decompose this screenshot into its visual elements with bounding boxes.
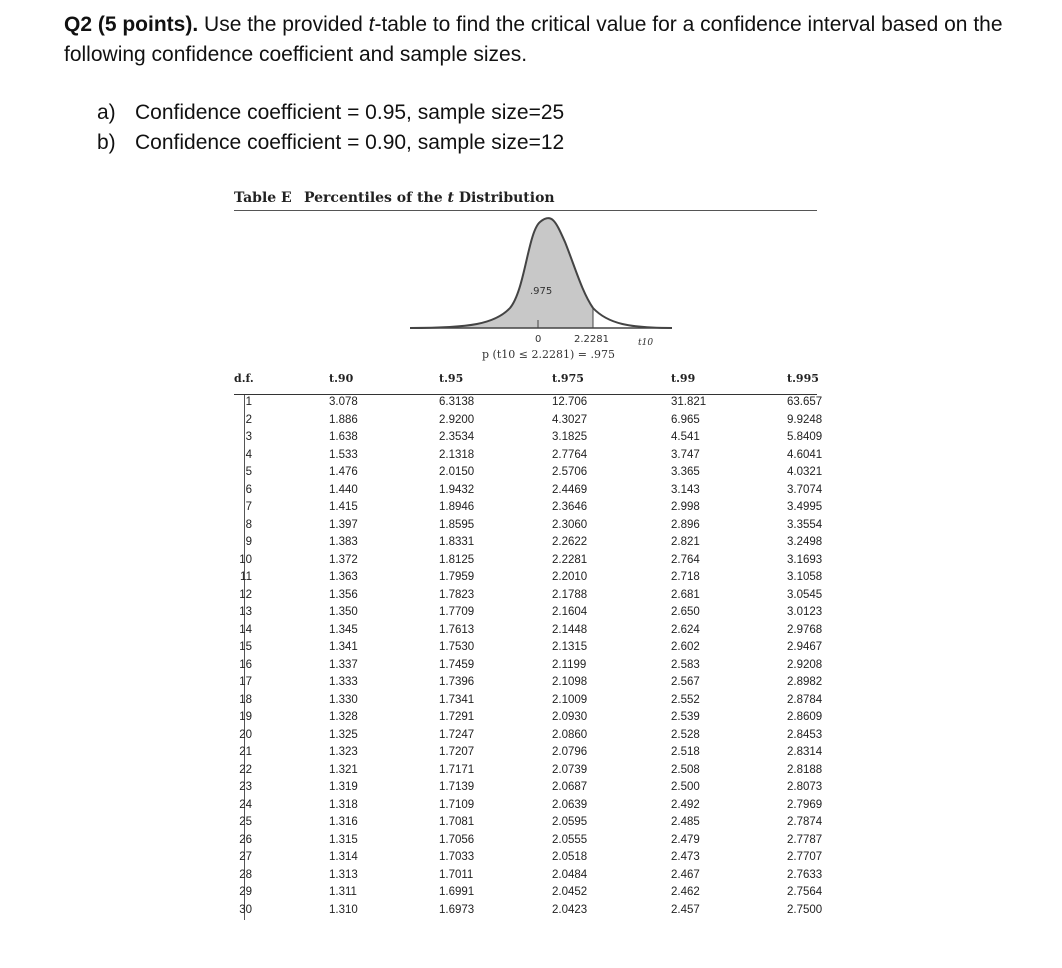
- curve-area-label: .975: [530, 286, 553, 297]
- table-row: [234, 658, 823, 676]
- value-cell: 3.143: [671, 483, 700, 496]
- table-row: [234, 833, 823, 851]
- value-cell: 4.541: [671, 431, 700, 443]
- value-cell: 2.0739: [552, 763, 588, 776]
- df-cell: 7: [245, 501, 252, 513]
- value-cell: 1.311: [329, 886, 357, 898]
- value-cell: 4.0321: [787, 466, 823, 478]
- value-cell: 4.6041: [787, 448, 823, 461]
- value-cell: 1.8946: [439, 501, 475, 513]
- table-row: [234, 535, 823, 553]
- value-cell: 2.518: [671, 746, 700, 758]
- question-text: Q2 (5 points). Use the provided t-table to find the critical value for a confidence interval based on the following confidence coefficient and sample sizes.: [64, 13, 1003, 66]
- value-cell: 1.7109: [439, 798, 475, 811]
- table-row: [234, 413, 823, 431]
- value-cell: 2.7633: [787, 868, 823, 881]
- value-cell: 1.328: [329, 711, 358, 723]
- value-cell: 9.9248: [787, 413, 823, 426]
- value-cell: 31.821: [671, 396, 707, 408]
- value-cell: 3.1058: [787, 571, 823, 583]
- value-cell: 2.998: [671, 501, 700, 513]
- value-cell: 1.7613: [439, 623, 475, 636]
- table-row: [234, 623, 823, 641]
- header-t995: t.995: [787, 372, 819, 385]
- value-cell: 3.078: [329, 396, 358, 408]
- value-cell: 1.7959: [439, 571, 475, 583]
- value-cell: 1.7207: [439, 746, 475, 758]
- value-cell: 2.0484: [552, 868, 588, 881]
- value-cell: 1.341: [329, 641, 358, 653]
- value-cell: 1.9432: [439, 483, 475, 496]
- df-cell: 6: [245, 483, 252, 496]
- value-cell: 2.1009: [552, 693, 588, 706]
- df-cell: 17: [239, 676, 252, 688]
- value-cell: 1.7459: [439, 658, 475, 671]
- value-cell: 1.372: [329, 553, 358, 566]
- value-cell: 2.3646: [552, 501, 588, 513]
- df-cell: 22: [239, 763, 252, 776]
- value-cell: 2.7500: [787, 903, 823, 916]
- value-cell: 1.8331: [439, 536, 475, 548]
- value-cell: 2.3534: [439, 431, 475, 443]
- df-cell: 19: [239, 711, 252, 723]
- table-row: [234, 710, 823, 728]
- df-cell: 25: [239, 816, 252, 828]
- value-cell: 2.1318: [439, 448, 475, 461]
- table-row: [234, 798, 823, 816]
- df-cell: 16: [239, 658, 252, 671]
- value-cell: 1.323: [329, 746, 358, 758]
- value-cell: 2.602: [671, 641, 700, 653]
- value-cell: 1.886: [329, 413, 358, 426]
- table-row: [234, 763, 823, 781]
- value-cell: 1.7396: [439, 676, 475, 688]
- value-cell: 1.7823: [439, 588, 475, 601]
- header-t99: t.99: [671, 372, 696, 385]
- df-cell: 11: [240, 571, 252, 583]
- table-row: [234, 815, 823, 833]
- value-cell: 2.0518: [552, 851, 588, 863]
- curve-shaded-area: [410, 218, 593, 328]
- part-b: b) Confidence coefficient = 0.90, sample size=12: [97, 131, 565, 154]
- df-cell: 23: [239, 781, 252, 793]
- value-cell: 1.363: [329, 571, 358, 583]
- table-row: [234, 553, 823, 571]
- value-cell: 2.0687: [552, 781, 588, 793]
- value-cell: 1.7171: [439, 763, 475, 776]
- value-cell: 3.4995: [787, 501, 823, 513]
- value-cell: 2.7707: [787, 851, 823, 863]
- value-cell: 1.321: [329, 763, 358, 776]
- value-cell: 1.7056: [439, 833, 475, 846]
- value-cell: 5.8409: [787, 431, 823, 443]
- value-cell: 6.965: [671, 413, 700, 426]
- value-cell: 2.7787: [787, 833, 823, 846]
- value-cell: 2.8314: [787, 746, 823, 758]
- value-cell: 2.485: [671, 816, 700, 828]
- df-cell: 29: [239, 886, 252, 898]
- value-cell: 2.1315: [552, 641, 588, 653]
- question-parts: [97, 98, 564, 158]
- value-cell: 1.325: [329, 728, 358, 741]
- value-cell: 1.533: [329, 448, 358, 461]
- value-cell: 2.479: [671, 833, 700, 846]
- value-cell: 2.9200: [439, 413, 475, 426]
- value-cell: 2.9768: [787, 623, 823, 636]
- df-cell: 24: [239, 798, 252, 811]
- value-cell: 2.624: [671, 623, 700, 636]
- table-row: [234, 448, 823, 466]
- value-cell: 2.528: [671, 728, 700, 741]
- value-cell: 1.7033: [439, 851, 475, 863]
- value-cell: 2.0555: [552, 833, 588, 846]
- table-row: [234, 728, 823, 746]
- value-cell: 1.7247: [439, 728, 475, 741]
- table-row: [234, 903, 823, 921]
- curve-zero-label: 0: [535, 334, 542, 345]
- value-cell: 2.8453: [787, 728, 823, 741]
- value-cell: 1.316: [329, 816, 358, 828]
- value-cell: 1.350: [329, 606, 358, 618]
- table-row: [234, 640, 823, 658]
- value-cell: 3.3554: [787, 518, 823, 531]
- value-cell: 2.7874: [787, 816, 823, 828]
- table-row: [234, 868, 823, 886]
- value-cell: 1.8125: [439, 553, 475, 566]
- value-cell: 2.8609: [787, 711, 823, 723]
- value-cell: 1.314: [329, 851, 358, 863]
- value-cell: 2.567: [671, 676, 700, 688]
- value-cell: 1.476: [329, 466, 358, 478]
- table-row: [234, 693, 823, 711]
- value-cell: 12.706: [552, 396, 588, 408]
- value-cell: 2.539: [671, 711, 700, 723]
- value-cell: 2.650: [671, 606, 700, 618]
- value-cell: 1.356: [329, 588, 358, 601]
- df-cell: 5: [245, 466, 252, 478]
- df-cell: 4: [245, 448, 252, 461]
- header-df: d.f.: [234, 372, 254, 385]
- value-cell: 3.7074: [787, 483, 823, 496]
- value-cell: 3.365: [671, 466, 700, 478]
- value-cell: 1.415: [329, 501, 358, 513]
- value-cell: 2.821: [671, 536, 700, 548]
- value-cell: 2.2281: [552, 553, 588, 566]
- df-cell: 12: [239, 588, 252, 601]
- value-cell: 2.583: [671, 658, 700, 671]
- value-cell: 3.1825: [552, 431, 588, 443]
- value-cell: 2.0452: [552, 886, 588, 898]
- value-cell: 2.1788: [552, 588, 588, 601]
- table-row: [234, 430, 823, 448]
- value-cell: 2.1199: [552, 658, 587, 671]
- df-cell: 8: [245, 518, 252, 531]
- table-row: [234, 588, 823, 606]
- curve-value-label: 2.2281: [574, 334, 609, 345]
- probability-caption: p (t10 ≤ 2.2281) = .975: [482, 348, 615, 361]
- value-cell: 2.718: [671, 571, 700, 583]
- value-cell: 2.0423: [552, 903, 588, 916]
- df-cell: 26: [239, 833, 252, 846]
- value-cell: 2.0639: [552, 798, 588, 811]
- table-row: [234, 483, 823, 501]
- table-row: [234, 745, 823, 763]
- df-cell: 30: [239, 903, 252, 916]
- df-cell: 21: [239, 746, 252, 758]
- table-row: [234, 500, 823, 518]
- t-distribution-curve: [410, 212, 680, 352]
- value-cell: 1.6991: [439, 886, 475, 898]
- table-title: Table E Percentiles of the t Distribution: [234, 190, 817, 211]
- value-cell: 1.7291: [439, 711, 475, 723]
- value-cell: 3.2498: [787, 536, 823, 548]
- value-cell: 1.6973: [439, 903, 475, 916]
- value-cell: 6.3138: [439, 396, 475, 408]
- table-body: [234, 395, 823, 920]
- table-row: [234, 675, 823, 693]
- value-cell: 1.315: [329, 833, 358, 846]
- df-cell: 1: [245, 396, 252, 408]
- value-cell: 2.500: [671, 781, 700, 793]
- value-cell: 1.345: [329, 623, 358, 636]
- df-cell: 14: [239, 623, 252, 636]
- value-cell: 2.1448: [552, 623, 588, 636]
- value-cell: 2.492: [671, 798, 700, 811]
- value-cell: 1.330: [329, 693, 358, 706]
- df-cell: 2: [245, 413, 252, 426]
- value-cell: 2.0796: [552, 746, 588, 758]
- value-cell: 1.313: [329, 868, 358, 881]
- value-cell: 1.310: [329, 903, 358, 916]
- value-cell: 2.8982: [787, 676, 823, 688]
- value-cell: 2.7564: [787, 886, 823, 898]
- table-row: [234, 518, 823, 536]
- value-cell: 4.3027: [552, 413, 588, 426]
- value-cell: 2.0860: [552, 728, 588, 741]
- df-cell: 15: [239, 641, 252, 653]
- value-cell: 2.467: [671, 868, 700, 881]
- value-cell: 2.9467: [787, 641, 823, 653]
- value-cell: 2.462: [671, 886, 700, 898]
- value-cell: 2.3060: [552, 518, 588, 531]
- df-cell: 10: [239, 553, 252, 566]
- value-cell: 2.896: [671, 518, 700, 531]
- header-t975: t.975: [552, 372, 584, 385]
- value-cell: 1.8595: [439, 518, 475, 531]
- table-row: [234, 465, 823, 483]
- value-cell: 1.7709: [439, 606, 475, 618]
- df-cell: 20: [239, 728, 252, 741]
- value-cell: 1.7139: [439, 781, 475, 793]
- value-cell: 2.681: [671, 588, 700, 601]
- value-cell: 2.508: [671, 763, 700, 776]
- value-cell: 1.383: [329, 536, 358, 548]
- value-cell: 3.0123: [787, 606, 823, 618]
- value-cell: 1.337: [329, 658, 358, 671]
- value-cell: 3.747: [671, 448, 700, 461]
- value-cell: 1.333: [329, 676, 358, 688]
- table-header: [234, 372, 817, 395]
- value-cell: 2.2622: [552, 536, 588, 548]
- table-row: [234, 850, 823, 868]
- value-cell: 2.764: [671, 553, 700, 566]
- header-t95: t.95: [439, 372, 464, 385]
- df-cell: 28: [239, 868, 252, 881]
- value-cell: 1.318: [329, 798, 358, 811]
- value-cell: 1.7081: [439, 816, 475, 828]
- table-row: [234, 780, 823, 798]
- table-row: [234, 395, 823, 413]
- value-cell: 2.0930: [552, 711, 588, 723]
- value-cell: 1.638: [329, 431, 358, 443]
- curve-axis-label: t10: [638, 338, 654, 348]
- value-cell: 1.440: [329, 483, 358, 496]
- value-cell: 2.8784: [787, 693, 823, 706]
- value-cell: 2.0595: [552, 816, 588, 828]
- df-cell: 18: [239, 693, 252, 706]
- value-cell: 1.7011: [439, 868, 474, 881]
- value-cell: 1.319: [329, 781, 358, 793]
- value-cell: 2.5706: [552, 466, 588, 478]
- value-cell: 1.397: [329, 518, 358, 531]
- table-row: [234, 605, 823, 623]
- value-cell: 2.552: [671, 693, 700, 706]
- df-cell: 3: [245, 431, 252, 443]
- value-cell: 2.1604: [552, 606, 588, 618]
- value-cell: 63.657: [787, 396, 823, 408]
- value-cell: 2.9208: [787, 658, 823, 671]
- table-row: [234, 885, 823, 903]
- question-label: Q2 (5 points).: [64, 13, 199, 36]
- df-cell: 13: [239, 606, 252, 618]
- value-cell: 1.7530: [439, 641, 475, 653]
- value-cell: 2.473: [671, 851, 700, 863]
- part-a: a) Confidence coefficient = 0.95, sample size=25: [97, 101, 565, 124]
- value-cell: 2.8073: [787, 781, 823, 793]
- value-cell: 2.2010: [552, 571, 588, 583]
- value-cell: 2.4469: [552, 483, 588, 496]
- value-cell: 2.1098: [552, 676, 588, 688]
- header-t90: t.90: [329, 372, 354, 385]
- table-row: [234, 570, 823, 588]
- value-cell: 1.7341: [439, 693, 475, 706]
- df-cell: 9: [245, 536, 252, 548]
- df-cell: 27: [239, 851, 252, 863]
- value-cell: 2.8188: [787, 763, 823, 776]
- value-cell: 2.7969: [787, 798, 823, 811]
- value-cell: 2.7764: [552, 448, 588, 461]
- value-cell: 3.0545: [787, 588, 823, 601]
- value-cell: 3.1693: [787, 553, 823, 566]
- value-cell: 2.0150: [439, 466, 475, 478]
- value-cell: 2.457: [671, 903, 700, 916]
